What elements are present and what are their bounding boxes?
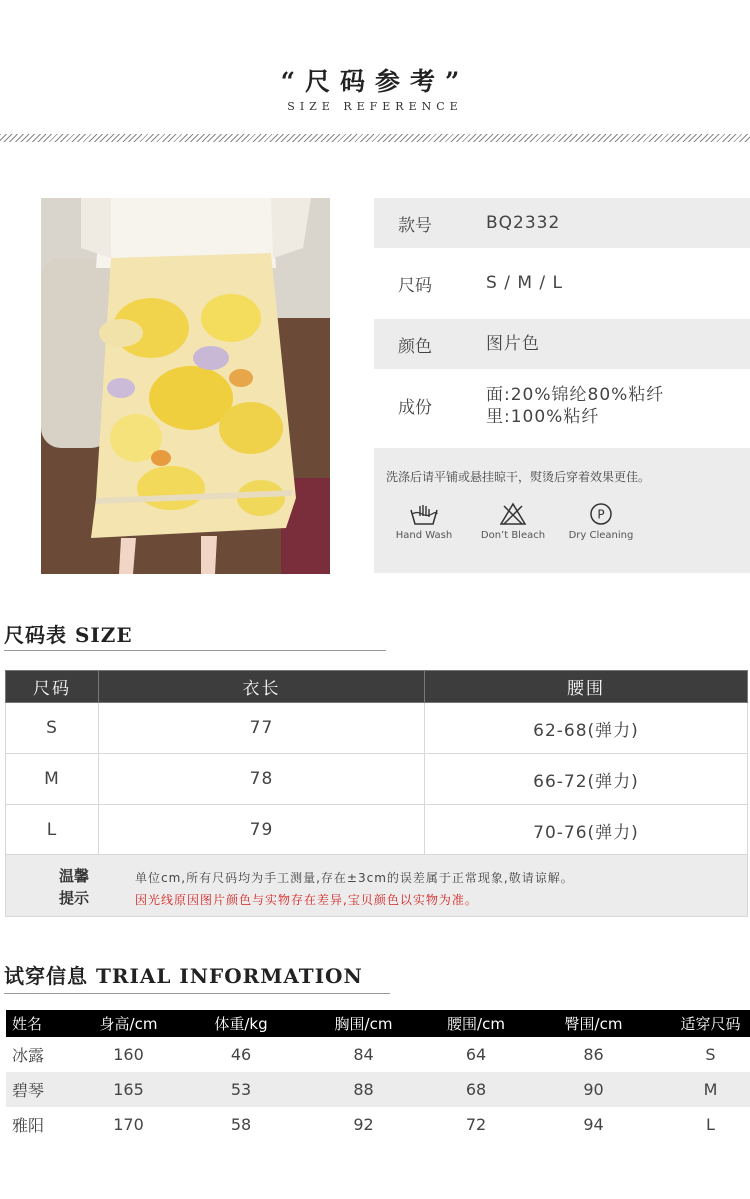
no-bleach-label: Don’t Bleach (480, 530, 546, 541)
product-photo (41, 198, 330, 574)
waist-cell: 62-68(弹力) (425, 703, 748, 754)
svg-text:P: P (597, 507, 605, 522)
trial-info-title: 试穿信息 TRIAL INFORMATION (4, 964, 363, 988)
composition-label: 成份 (398, 398, 432, 418)
col-waist: 腰围 (425, 671, 748, 703)
length-cell: 77 (99, 703, 425, 754)
no-bleach-icon (499, 502, 527, 526)
size-table-header (6, 671, 748, 703)
hand-wash-label: Hand Wash (395, 530, 453, 541)
length-cell: 78 (99, 754, 425, 805)
name-cell: 冰露 (12, 1046, 45, 1065)
composition-row (374, 378, 750, 433)
size-cell: L (6, 805, 99, 856)
size-label: 尺码 (398, 275, 432, 296)
size-cell: S (6, 703, 99, 754)
size-cell: M (6, 754, 99, 805)
size-chart-title: 尺码表 SIZE (4, 623, 133, 647)
trial-info-underline (4, 993, 390, 994)
waist-cell: 70-76(弹力) (425, 805, 748, 856)
col-hip: 臀围/cm (564, 1015, 623, 1033)
col-size: 尺码 (6, 671, 99, 703)
col-bust: 胸围/cm (334, 1015, 393, 1033)
style-number-value: BQ2332 (486, 213, 561, 233)
color-label: 颜色 (398, 336, 432, 357)
hip-cell: 94 (583, 1115, 604, 1134)
page-title: “尺码参考” (280, 67, 470, 96)
composition-line-outer: 面:20%锦纶80%粘纤 (486, 384, 665, 405)
col-weight: 体重/kg (214, 1015, 268, 1033)
table-row (6, 1107, 750, 1142)
table-row (6, 1072, 750, 1107)
col-fit-size: 适穿尺码 (680, 1015, 741, 1033)
table-row (6, 703, 748, 754)
tips-box (5, 854, 748, 917)
care-item-dry-cleaning (566, 502, 636, 541)
care-instructions (374, 448, 750, 573)
table-row (6, 1037, 750, 1072)
waist-cell: 64 (465, 1045, 487, 1064)
bust-cell: 88 (353, 1080, 374, 1099)
trial-table-header (6, 1010, 750, 1037)
fit-size-cell: S (705, 1045, 716, 1064)
bust-cell: 84 (353, 1045, 374, 1064)
weight-cell: 58 (230, 1115, 252, 1134)
fit-size-cell: L (706, 1115, 715, 1134)
style-number-row (374, 198, 750, 248)
color-row (374, 319, 750, 369)
composition-line-lining: 里:100%粘纤 (486, 406, 600, 427)
tips-label: 温馨提示 (58, 867, 89, 907)
length-cell: 79 (99, 805, 425, 856)
height-cell: 165 (113, 1080, 144, 1099)
size-chart-underline (4, 650, 386, 651)
size-value: S / M / L (486, 273, 563, 293)
name-cell: 雅阳 (12, 1116, 45, 1135)
name-cell: 碧琴 (12, 1081, 45, 1100)
tips-measurement-note: 单位cm,所有尺码均为手工测量,存在±3cm的误差属于正常现象,敬请谅解。 (135, 871, 574, 885)
hand-wash-icon (408, 502, 440, 526)
hip-cell: 86 (583, 1045, 604, 1064)
style-number-label: 款号 (398, 215, 432, 236)
tips-color-note: 因光线原因图片颜色与实物存在差异,宝贝颜色以实物为准。 (135, 893, 478, 907)
care-item-no-bleach (478, 502, 548, 541)
size-table (5, 670, 748, 856)
dry-clean-icon (588, 502, 614, 526)
size-row (374, 258, 750, 308)
dry-clean-label: Dry Cleaning (568, 530, 634, 541)
table-row (6, 754, 748, 805)
waist-cell: 72 (465, 1115, 487, 1134)
col-height: 身高/cm (99, 1015, 158, 1033)
height-cell: 160 (113, 1045, 144, 1064)
header-divider (0, 134, 750, 142)
color-value: 图片色 (486, 334, 540, 354)
weight-cell: 46 (230, 1045, 252, 1064)
table-row (6, 805, 748, 856)
composition-value (486, 384, 664, 428)
weight-cell: 53 (230, 1080, 252, 1099)
page-subtitle: SIZE REFERENCE (287, 100, 463, 113)
col-length: 衣长 (99, 671, 425, 703)
col-name: 姓名 (12, 1015, 43, 1033)
height-cell: 170 (113, 1115, 144, 1134)
trial-table (6, 1010, 750, 1142)
col-waist: 腰围/cm (447, 1015, 505, 1033)
care-item-hand-wash (394, 502, 454, 541)
fit-size-cell: M (703, 1080, 718, 1099)
bust-cell: 92 (353, 1115, 374, 1134)
waist-cell: 68 (465, 1080, 487, 1099)
hip-cell: 90 (583, 1080, 604, 1099)
care-note: 洗涤后请平铺或悬挂晾干，熨烫后穿着效果更佳。 (386, 470, 651, 484)
waist-cell: 66-72(弹力) (425, 754, 748, 805)
